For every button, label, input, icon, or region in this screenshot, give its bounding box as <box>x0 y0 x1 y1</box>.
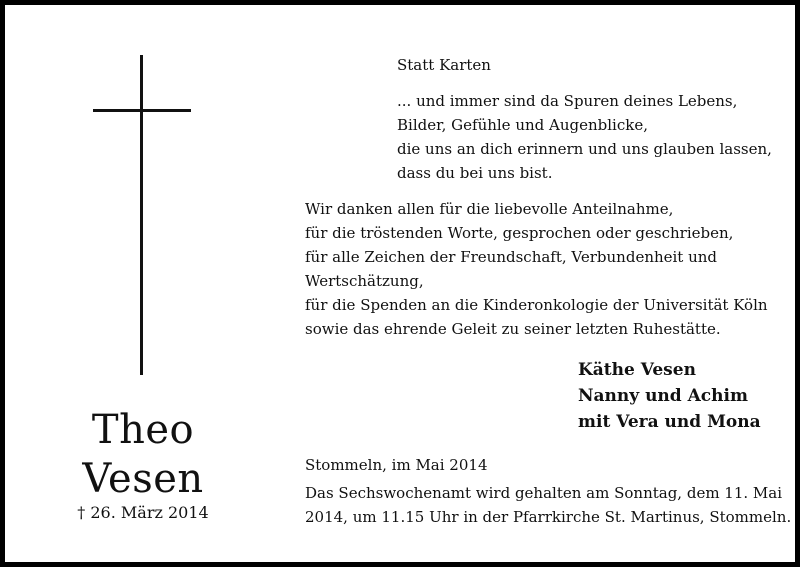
place-date: Stommeln, im Mai 2014 <box>305 456 488 474</box>
thanks-line: für die tröstenden Worte, gesprochen oder geschrieben, <box>305 224 734 242</box>
service-line: Das Sechswochenamt wird gehalten am Sonntag, dem 11. Mai <box>305 484 783 502</box>
signer-line: Nanny und Achim <box>578 386 748 406</box>
thanks-line: für die Spenden an die Kinderonkologie der Universität Köln <box>305 296 768 314</box>
service-announcement <box>305 481 791 529</box>
quote-line: dass du bei uns bist. <box>397 164 553 182</box>
quote <box>397 89 772 185</box>
deceased-first-name: Theo <box>91 407 195 453</box>
quote-line: die uns an dich erinnern und uns glauben lassen, <box>397 140 772 158</box>
cross-vertical-bar <box>140 55 143 375</box>
signer-line: Käthe Vesen <box>578 360 696 380</box>
service-line: 2014, um 11.15 Uhr in der Pfarrkirche St. Martinus, Stommeln. <box>305 508 792 526</box>
deceased-last-name: Vesen <box>82 456 204 502</box>
thanks-line: sowie das ehrende Geleit zu seiner letzten Ruhestätte. <box>305 320 721 338</box>
death-date: † 26. März 2014 <box>77 503 209 522</box>
signer-line: mit Vera und Mona <box>578 412 761 432</box>
quote-line: Bilder, Gefühle und Augenblicke, <box>397 116 648 134</box>
signers <box>578 357 761 435</box>
cross-horizontal-bar <box>93 109 191 112</box>
thanks-line: Wertschätzung, <box>305 272 424 290</box>
quote-line: ... und immer sind da Spuren deines Lebens, <box>397 92 738 110</box>
thanks-line: für alle Zeichen der Freundschaft, Verbundenheit und <box>305 248 718 266</box>
heading: Statt Karten <box>397 56 491 74</box>
thanks-line: Wir danken allen für die liebevolle Anteilnahme, <box>305 200 674 218</box>
thanks-paragraph <box>305 197 768 341</box>
